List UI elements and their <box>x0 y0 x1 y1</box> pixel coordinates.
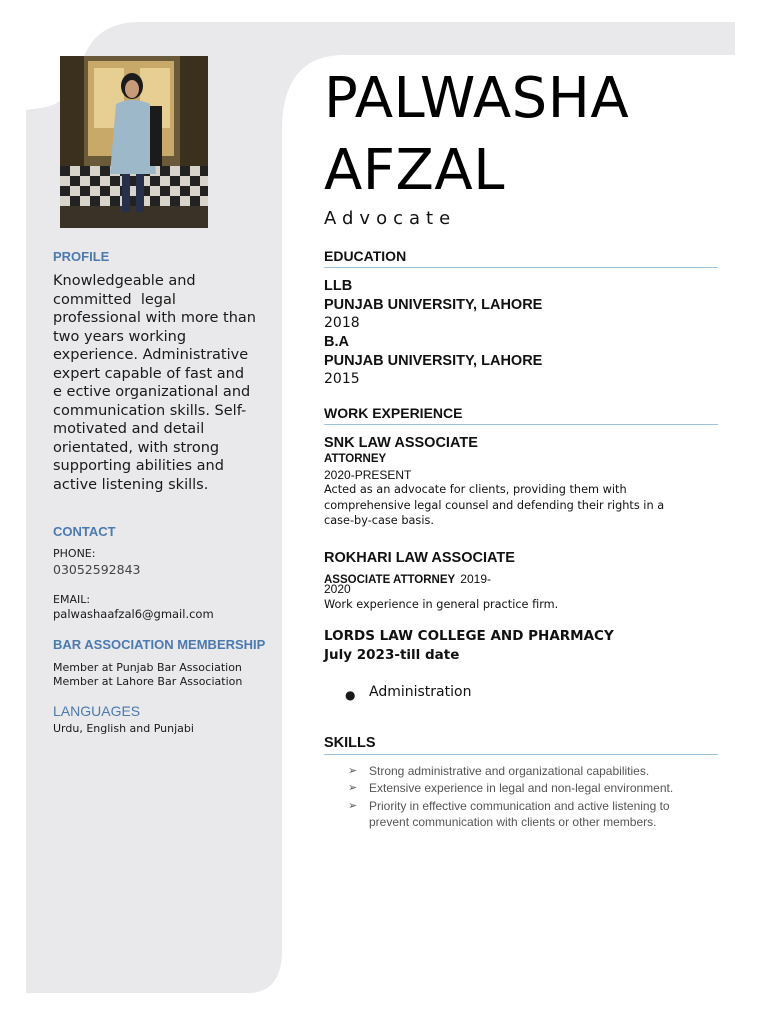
job2-period-end: 2020 <box>324 582 351 596</box>
contact-heading: CONTACT <box>53 524 116 539</box>
skills-heading: SKILLS <box>324 735 718 755</box>
job3-bullet-text: Administration <box>369 684 472 700</box>
name-line1: PALWASHA <box>324 66 630 131</box>
profile-line: expert capable of fast and <box>53 365 245 382</box>
job1-description <box>324 482 718 529</box>
email-label: EMAIL: <box>53 593 91 606</box>
profile-line: professional with more than <box>53 310 256 326</box>
email-address[interactable]: palwashaafzal6@gmail.com <box>53 607 214 621</box>
profile-photo <box>60 56 208 228</box>
job2-role: ASSOCIATE ATTORNEY <box>324 574 456 586</box>
job3-period: July 2023-till date <box>324 647 460 663</box>
school: PUNJAB UNIVERSITY, LAHORE <box>324 297 543 313</box>
profile-line: e ective organizational and <box>53 384 251 400</box>
profile-text <box>53 272 268 494</box>
degree: B.A <box>324 334 349 350</box>
job1-role: ATTORNEY <box>324 453 387 465</box>
job1-company: SNK LAW ASSOCIATE <box>324 435 478 451</box>
profile-line: two years working <box>53 328 187 345</box>
year: 2018 <box>324 315 360 331</box>
job3-bullet-dot: ● <box>345 688 356 702</box>
profile-line: orientated, with strong <box>53 439 220 456</box>
skill-item: prevent communication with clients or other members. <box>369 815 657 829</box>
school: PUNJAB UNIVERSITY, LAHORE <box>324 353 543 369</box>
job-title: Advocate <box>324 208 457 229</box>
profile-line: motivated and detail <box>53 421 205 437</box>
arrow-bullet-icon: ➢ <box>348 764 358 777</box>
bar-item: Member at Lahore Bar Association <box>53 675 243 688</box>
job2-period-start: 2019- <box>460 572 491 586</box>
profile-line: experience. Administrative <box>53 347 249 363</box>
languages-heading: LANGUAGES <box>53 703 141 719</box>
profile-line: Knowledgeable and <box>53 273 196 289</box>
job3-company: LORDS LAW COLLEGE AND PHARMACY <box>324 628 614 644</box>
job1-period: 2020-PRESENT <box>324 468 412 482</box>
profile-heading: PROFILE <box>53 249 110 264</box>
desc-line: Acted as an advocate for clients, providing them with <box>324 483 627 496</box>
phone-number[interactable]: 03052592843 <box>53 562 141 577</box>
profile-line: committed legal <box>53 291 176 308</box>
profile-line: communication skills. Self- <box>53 402 247 419</box>
education-heading: EDUCATION <box>324 248 718 268</box>
bar-heading: BAR ASSOCIATION MEMBERSHIP <box>53 637 266 652</box>
name-line2: AFZAL <box>324 138 505 203</box>
skill-item: Priority in effective communication and active listening to <box>369 799 670 813</box>
languages-text: Urdu, English and Punjabi <box>53 722 194 735</box>
job2-description: Work experience in general practice firm. <box>324 598 559 611</box>
phone-label: PHONE: <box>53 547 96 560</box>
skill-item: Extensive experience in legal and non-legal environment. <box>369 781 674 795</box>
arrow-bullet-icon: ➢ <box>348 799 358 812</box>
profile-line: supporting abilities and <box>53 458 224 474</box>
arrow-bullet-icon: ➢ <box>348 781 358 794</box>
skill-item: Strong administrative and organizational capabilities. <box>369 764 650 778</box>
degree: LLB <box>324 278 353 294</box>
desc-line: case-by-case basis. <box>324 514 434 527</box>
desc-line: comprehensive legal counsel and defending their rights in a <box>324 498 665 512</box>
bar-item: Member at Punjab Bar Association <box>53 661 242 674</box>
year: 2015 <box>324 371 360 387</box>
profile-line: active listening skills. <box>53 476 209 493</box>
work-heading: WORK EXPERIENCE <box>324 405 718 425</box>
job2-company: ROKHARI LAW ASSOCIATE <box>324 550 515 566</box>
